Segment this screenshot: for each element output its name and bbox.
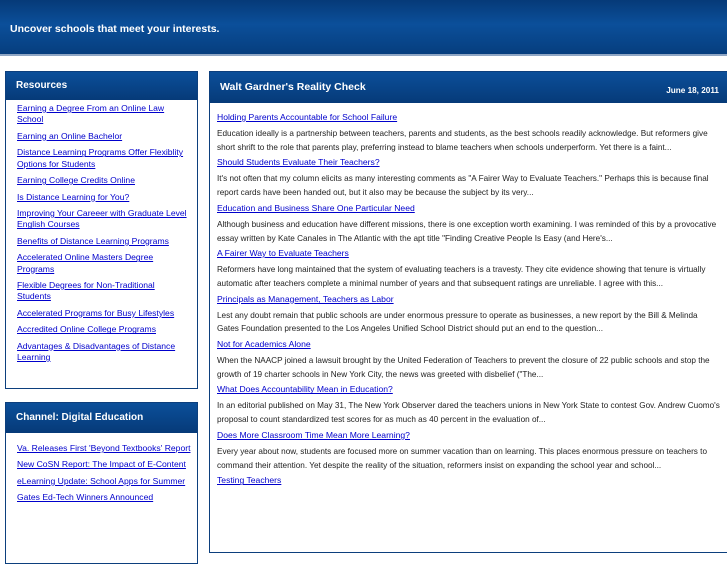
resource-link[interactable]: Accelerated Programs for Busy Lifestyles <box>17 307 175 318</box>
channel-title: Channel: Digital Education <box>6 403 197 433</box>
list-item <box>17 147 191 170</box>
article-summary: It's not often that my column elicits as many interesting comments as "A Fairer Way to Evaluate Teachers." Perhaps this is because final report cards have been handed out, but it also may be because the subject by its very... <box>217 174 709 198</box>
blog-date: June 18, 2011 <box>666 86 719 95</box>
article-summary: Education ideally is a partnership between teachers, parents and students, as the best schools readily acknowledge. But reformers give short shrift to the role that parents play, preferring instead to blame teachers when schools underperform. Yet there is a faint... <box>217 129 708 152</box>
article-summary: Lest any doubt remain that public schools are under enormous pressure to operate as businesses, a new report by the Bill & Melinda Gates Foundation presented to the Los Angeles Unified School District should put an end to the question... <box>217 310 698 334</box>
list-item <box>17 476 191 487</box>
list-item <box>17 324 191 335</box>
article-title-link[interactable]: Principals as Management, Teachers as Labor <box>217 293 394 304</box>
list-item <box>17 308 191 319</box>
list-item <box>17 208 191 231</box>
article-title-link[interactable]: Not for Academics Alone <box>217 339 311 350</box>
article-list <box>210 103 727 486</box>
list-item <box>17 103 191 126</box>
blog-header <box>210 72 727 103</box>
resource-link[interactable]: Advantages & Disadvantages of Distance Learning <box>17 340 176 363</box>
list-item <box>17 236 191 247</box>
list-item <box>17 280 191 303</box>
list-item <box>17 443 191 454</box>
resources-panel <box>5 71 198 389</box>
resource-link[interactable]: Earning an Online Bachelor <box>17 130 123 141</box>
site-tagline: Uncover schools that meet your interests. <box>10 23 220 35</box>
list-item <box>17 492 191 503</box>
article <box>217 294 720 336</box>
list-item <box>17 175 191 186</box>
channel-panel <box>5 402 198 564</box>
article <box>217 203 720 245</box>
article-title-link[interactable]: Education and Business Share One Particular Need <box>217 202 415 213</box>
article <box>217 248 720 290</box>
resource-link[interactable]: Accelerated Online Masters Degree Programs <box>17 252 154 274</box>
resource-link[interactable]: Flexible Degrees for Non-Traditional Students <box>17 280 155 302</box>
list-item <box>17 459 191 470</box>
article <box>217 339 720 381</box>
article-title-link[interactable]: Holding Parents Accountable for School Failure <box>217 112 398 122</box>
channel-link[interactable]: New CoSN Report: The Impact of E-Content <box>17 459 186 470</box>
list-item <box>17 252 191 275</box>
article-summary: In an editorial published on May 31, The New York Observer dared the teachers unions in New York State to contest Gov. Andrew Cuomo's proposal to count standardized test scores for as much as 40 percent in the evaluation of... <box>217 401 720 425</box>
resource-link[interactable]: Earning College Credits Online <box>17 175 135 186</box>
article <box>217 157 720 199</box>
article-title-link[interactable]: Testing Teachers <box>217 475 282 486</box>
resource-link[interactable]: Benefits of Distance Learning Programs <box>17 235 169 246</box>
article-title-link[interactable]: Does More Classroom Time Mean More Learning? <box>217 429 410 440</box>
blog-title: Walt Gardner's Reality Check <box>220 81 366 93</box>
channel-link[interactable]: eLearning Update: School Apps for Summer <box>17 475 186 486</box>
resource-link[interactable]: Accredited Online College Programs <box>17 324 156 335</box>
article-summary: Reformers have long maintained that the system of evaluating teachers is a travesty. They cite evidence showing that tenure is virtually automatic after teachers complete a minimal number of years and that subsequent ratings are unreliable. I agree with this... <box>217 265 706 288</box>
site-header <box>0 0 727 56</box>
article-title-link[interactable]: Should Students Evaluate Their Teachers? <box>217 157 380 168</box>
resource-link[interactable]: Earning a Degree From an Online Law School <box>17 103 165 125</box>
resource-link[interactable]: Improving Your Careeer with Graduate Level English Courses <box>17 208 187 230</box>
list-item <box>17 341 191 364</box>
channel-link[interactable]: Va. Releases First 'Beyond Textbooks' Report <box>17 443 191 453</box>
resources-title: Resources <box>6 72 197 100</box>
article-summary: Although business and education have different missions, there is one exception worth examining. I was reminded of this by a provocative essay written by Kate Canales in The Atlantic with the apt title "Finding Creative People Is Easy (and Here's... <box>217 219 717 243</box>
resources-link-list <box>6 100 197 363</box>
article-summary: Every year about now, students are focused more on summer vacation than on learning. This places enormous pressure on teachers to command their attention. Yet despite the reality of the situation, reformers insist on expanding the school year and school... <box>217 446 708 470</box>
channel-link[interactable]: Gates Ed-Tech Winners Announced <box>17 492 154 503</box>
channel-link-list <box>6 433 197 504</box>
article-title-link[interactable]: What Does Accountability Mean in Education? <box>217 384 393 395</box>
blog-panel <box>209 71 727 553</box>
resource-link[interactable]: Distance Learning Programs Offer Flexiblity Options for Students <box>17 147 184 169</box>
article-title-link[interactable]: A Fairer Way to Evaluate Teachers <box>217 248 349 259</box>
article <box>217 384 720 426</box>
list-item <box>17 192 191 203</box>
article <box>217 475 720 486</box>
article <box>217 430 720 472</box>
resource-link[interactable]: Is Distance Learning for You? <box>17 191 130 202</box>
article-summary: When the NAACP joined a lawsuit brought by the United Federation of Teachers to prevent the closure of 22 public schools and stop the growth of 19 charter schools in New York City, the news was greeted with disbelief ("The... <box>217 356 710 379</box>
list-item <box>17 131 191 142</box>
article <box>217 112 720 154</box>
